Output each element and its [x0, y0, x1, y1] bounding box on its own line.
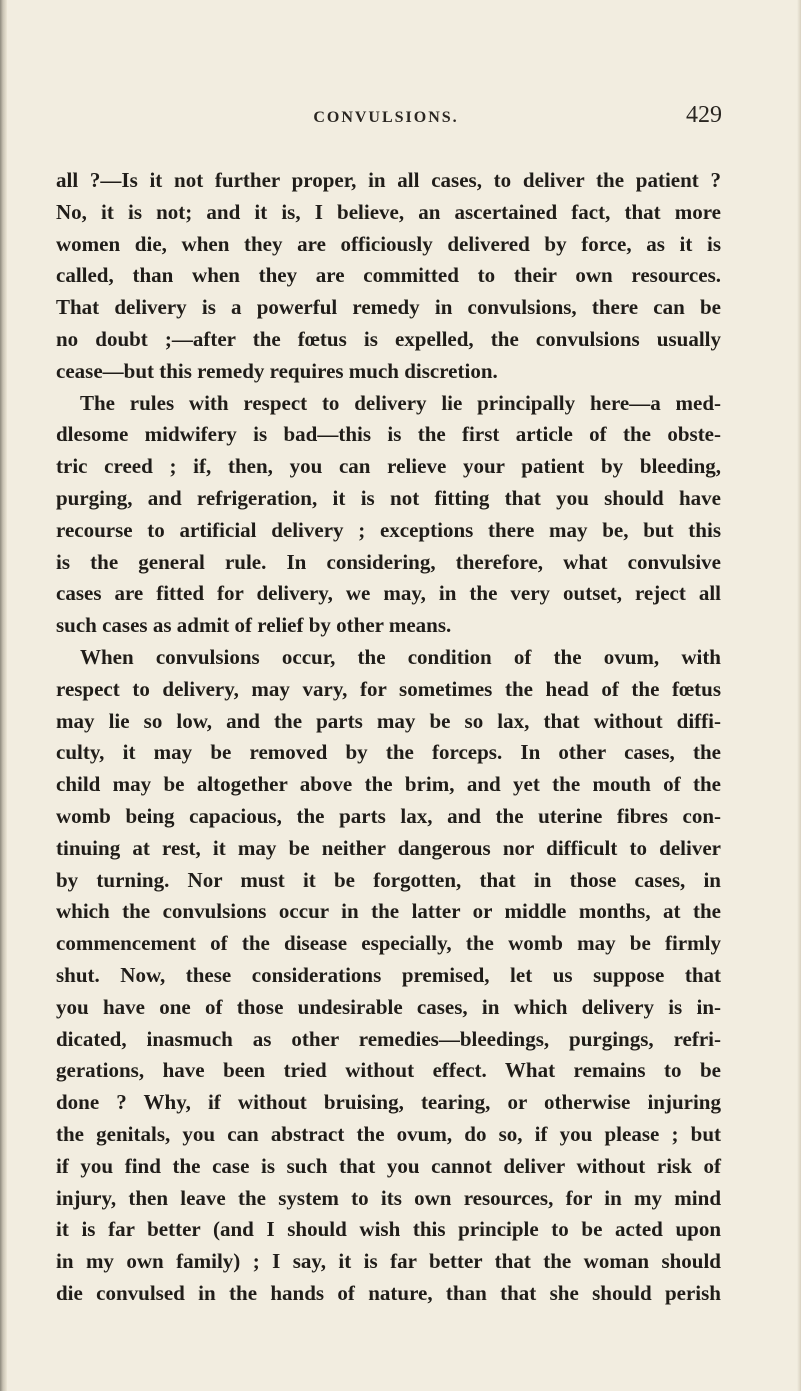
- text-line: womb being capacious, the parts lax, and the uterine fibres con-: [56, 803, 721, 828]
- text-line: you have one of those undesirable cases, in which delivery is in-: [56, 994, 721, 1019]
- text-line: cases are fitted for delivery, we may, in the very outset, reject all: [56, 581, 721, 606]
- body-text: [56, 165, 721, 1310]
- text-line: die convulsed in the hands of nature, than that she should perish: [56, 1280, 721, 1305]
- text-line: shut. Now, these considerations premised, let us suppose that: [56, 962, 721, 987]
- text-line: purging, and refrigeration, it is not fitting that you should have: [56, 485, 721, 510]
- text-line: tinuing at rest, it may be neither dangerous nor difficult to deliver: [56, 835, 721, 860]
- text-line: no doubt ;—after the fœtus is expelled, the convulsions usually: [56, 326, 721, 351]
- page-outer-edge: [797, 0, 801, 1391]
- text-line: dicated, inasmuch as other remedies—bleedings, purgings, refri-: [56, 1026, 721, 1051]
- text-line: child may be altogether above the brim, and yet the mouth of the: [56, 772, 721, 797]
- page-binding-edge: [0, 0, 7, 1391]
- text-line: may lie so low, and the parts may be so lax, that without diffi-: [56, 708, 721, 733]
- text-line: When convulsions occur, the condition of the ovum, with: [80, 644, 721, 669]
- text-line: dlesome midwifery is bad—this is the first article of the obste-: [56, 422, 721, 447]
- text-line: is the general rule. In considering, therefore, what convulsive: [56, 549, 721, 574]
- text-line: cease—but this remedy requires much discretion.: [56, 358, 498, 383]
- text-line: women die, when they are officiously delivered by force, as it is: [56, 231, 721, 256]
- text-line: recourse to artificial delivery ; exceptions there may be, but this: [56, 517, 721, 542]
- running-head: [56, 102, 722, 132]
- text-line: No, it is not; and it is, I believe, an ascertained fact, that more: [56, 199, 721, 224]
- text-line: all ?—Is it not further proper, in all cases, to deliver the patient ?: [56, 168, 721, 192]
- running-title: CONVULSIONS.: [313, 109, 459, 126]
- text-line: tric creed ; if, then, you can relieve your patient by bleeding,: [56, 454, 721, 479]
- text-line: respect to delivery, may vary, for sometimes the head of the fœtus: [56, 676, 721, 701]
- text-line: it is far better (and I should wish this principle to be acted upon: [56, 1217, 721, 1242]
- text-line: in my own family) ; I say, it is far better that the woman should: [56, 1249, 721, 1274]
- text-line: which the convulsions occur in the latter or middle months, at the: [56, 899, 721, 924]
- text-line: called, than when they are committed to their own resources.: [56, 263, 721, 288]
- text-line: by turning. Nor must it be forgotten, that in those cases, in: [56, 867, 721, 892]
- text-line: if you find the case is such that you cannot deliver without risk of: [56, 1153, 721, 1178]
- text-line: the genitals, you can abstract the ovum, do so, if you please ; but: [56, 1121, 721, 1146]
- text-line: commencement of the disease especially, the womb may be firmly: [56, 931, 721, 956]
- text-line: The rules with respect to delivery lie principally here—a med-: [80, 390, 721, 415]
- text-line: That delivery is a powerful remedy in convulsions, there can be: [56, 295, 721, 320]
- text-line: done ? Why, if without bruising, tearing, or otherwise injuring: [56, 1090, 721, 1115]
- text-line: culty, it may be removed by the forceps. In other cases, the: [56, 740, 721, 765]
- text-line: injury, then leave the system to its own resources, for in my mind: [56, 1185, 721, 1210]
- page-number: 429: [686, 102, 722, 128]
- text-line: gerations, have been tried without effect. What remains to be: [56, 1058, 721, 1083]
- text-line: such cases as admit of relief by other means.: [56, 613, 452, 638]
